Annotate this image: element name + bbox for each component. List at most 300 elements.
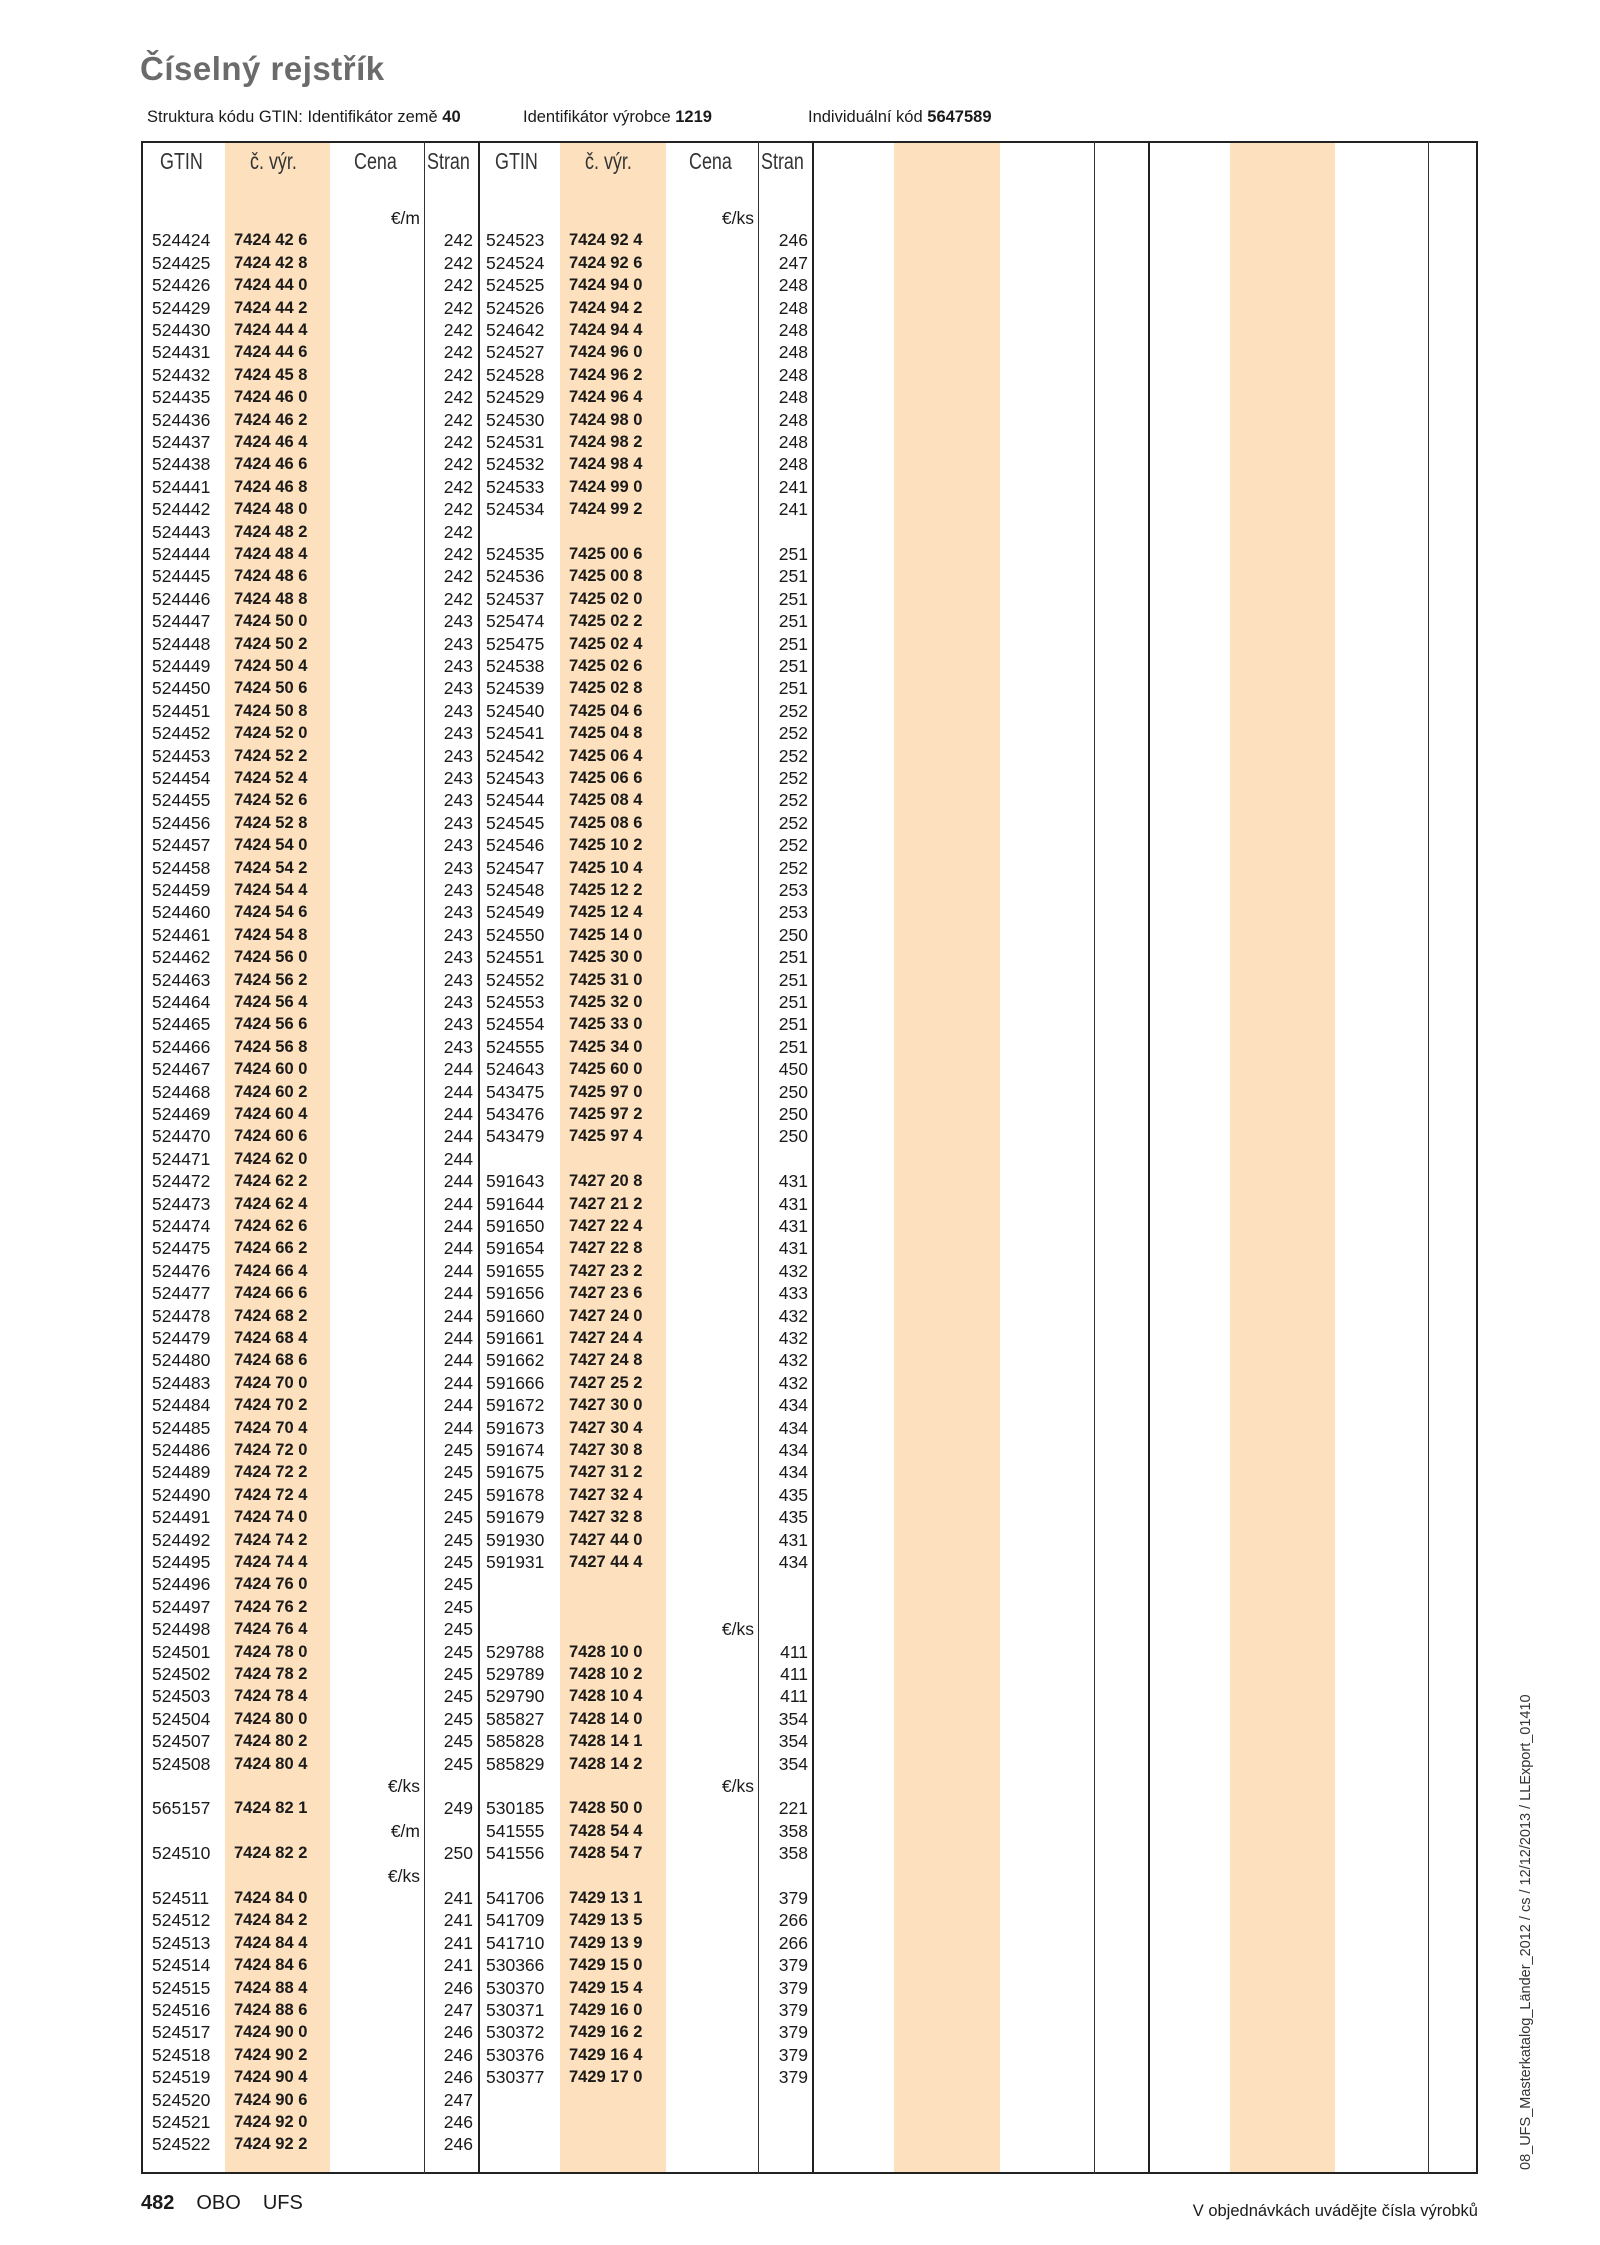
catalog-page: 248 bbox=[778, 297, 808, 318]
product-number: 7427 22 4 bbox=[569, 1217, 643, 1235]
gtin-code: 591654 bbox=[486, 1238, 545, 1259]
catalog-page: 248 bbox=[778, 364, 808, 385]
product-number: 7424 56 4 bbox=[234, 993, 308, 1011]
gtin-code: 530370 bbox=[486, 1977, 545, 1998]
product-number: 7424 42 6 bbox=[234, 231, 308, 250]
catalog-page: 354 bbox=[778, 1731, 808, 1752]
catalog-page: 244 bbox=[443, 1059, 473, 1080]
gtin-code: 524553 bbox=[486, 992, 545, 1012]
product-number: 7424 80 0 bbox=[234, 1709, 308, 1728]
product-number: 7424 52 2 bbox=[234, 746, 308, 765]
catalog-page: 251 bbox=[778, 544, 808, 564]
column-rule bbox=[424, 141, 425, 2174]
catalog-page: 252 bbox=[778, 835, 808, 856]
gtin-code: 524546 bbox=[486, 835, 545, 856]
product-number: 7424 60 2 bbox=[234, 1082, 308, 1101]
product-number: 7428 10 2 bbox=[569, 1665, 643, 1683]
catalog-page: 241 bbox=[443, 1910, 473, 1931]
gtin-code: 524442 bbox=[152, 499, 211, 520]
gtin-code: 524486 bbox=[152, 1440, 211, 1460]
catalog-page: 250 bbox=[778, 1126, 808, 1147]
product-number: 7424 52 0 bbox=[234, 724, 308, 743]
product-number: 7427 30 0 bbox=[569, 1396, 643, 1415]
catalog-page: 435 bbox=[778, 1484, 808, 1505]
catalog-page: 252 bbox=[778, 745, 808, 766]
product-number: 7424 48 8 bbox=[234, 589, 308, 608]
product-number: 7424 78 4 bbox=[234, 1687, 308, 1706]
product-number: 7424 44 6 bbox=[234, 343, 308, 362]
catalog-page: 251 bbox=[778, 969, 808, 990]
product-number: 7424 74 2 bbox=[234, 1530, 308, 1549]
product-number: 7424 84 6 bbox=[234, 1956, 308, 1975]
product-number: 7429 16 0 bbox=[569, 2001, 643, 2019]
product-number: 7427 44 0 bbox=[569, 1530, 643, 1549]
catalog-page: 251 bbox=[778, 678, 808, 699]
header-page: Stran bbox=[761, 148, 804, 174]
product-number: 7424 50 4 bbox=[234, 657, 308, 675]
product-number: 7425 00 8 bbox=[569, 567, 643, 586]
gtin-code: 524529 bbox=[486, 387, 545, 408]
gtin-code: 524453 bbox=[152, 745, 211, 766]
product-number: 7424 48 4 bbox=[234, 545, 308, 563]
catalog-page: 252 bbox=[778, 790, 808, 811]
product-number: 7427 24 8 bbox=[569, 1351, 643, 1370]
gtin-code: 524520 bbox=[152, 2089, 211, 2110]
gtin-code: 524465 bbox=[152, 1014, 211, 1035]
gtin-code: 541556 bbox=[486, 1843, 545, 1864]
gtin-code: 524495 bbox=[152, 1552, 211, 1572]
product-number: 7425 06 4 bbox=[569, 746, 643, 765]
gtin-code: 524452 bbox=[152, 723, 211, 744]
gtin-code: 524430 bbox=[152, 320, 211, 340]
product-number: 7424 68 2 bbox=[234, 1306, 308, 1325]
product-number: 7424 90 4 bbox=[234, 2068, 308, 2087]
gtin-structure-individual bbox=[808, 108, 992, 127]
product-number: 7424 60 6 bbox=[234, 1127, 308, 1146]
gtin-code: 524513 bbox=[152, 1932, 211, 1953]
gtin-structure-manufacturer bbox=[523, 108, 712, 127]
product-number: 7424 94 4 bbox=[569, 321, 643, 339]
gtin-code: 524517 bbox=[152, 2022, 211, 2043]
gtin-code: 524555 bbox=[486, 1036, 545, 1057]
gtin-code: 524426 bbox=[152, 275, 211, 296]
price-unit: €/ks bbox=[721, 208, 754, 228]
product-number: 7427 32 8 bbox=[569, 1508, 643, 1527]
gtin-code: 524516 bbox=[152, 2000, 211, 2020]
product-number: 7424 90 2 bbox=[234, 2045, 308, 2064]
gtin-code: 524502 bbox=[152, 1664, 211, 1684]
gtin-code: 524424 bbox=[152, 230, 211, 251]
gtin-code: 524437 bbox=[152, 432, 211, 452]
gtin-code: 524642 bbox=[486, 320, 545, 340]
product-number: 7425 12 4 bbox=[569, 903, 643, 922]
gtin-code: 524526 bbox=[486, 297, 545, 318]
price-unit: €/m bbox=[390, 1820, 420, 1841]
gtin-code: 524432 bbox=[152, 364, 211, 385]
product-number: 7427 31 2 bbox=[569, 1463, 643, 1482]
catalog-page: 433 bbox=[778, 1283, 808, 1304]
product-number: 7424 80 2 bbox=[234, 1732, 308, 1751]
gtin-code: 524511 bbox=[152, 1888, 210, 1908]
catalog-page: 243 bbox=[443, 611, 473, 632]
catalog-page: 245 bbox=[443, 1708, 473, 1729]
catalog-page: 245 bbox=[443, 1552, 473, 1572]
catalog-page: 243 bbox=[443, 902, 473, 923]
catalog-page: 248 bbox=[778, 432, 808, 452]
product-number: 7428 10 4 bbox=[569, 1687, 643, 1706]
gtin-code: 524552 bbox=[486, 969, 545, 990]
gtin-code: 524530 bbox=[486, 409, 545, 430]
gtin-code: 591650 bbox=[486, 1216, 545, 1236]
product-number: 7424 90 6 bbox=[234, 2090, 308, 2109]
gtin-code: 530372 bbox=[486, 2022, 545, 2043]
product-number: 7427 44 4 bbox=[569, 1553, 643, 1571]
gtin-code: 591660 bbox=[486, 1305, 545, 1326]
catalog-page: 242 bbox=[443, 521, 473, 542]
product-number: 7425 02 0 bbox=[569, 589, 643, 608]
gtin-code: 524476 bbox=[152, 1260, 211, 1281]
product-number: 7424 98 2 bbox=[569, 433, 643, 451]
gtin-code: 524643 bbox=[486, 1059, 545, 1080]
catalog-page: 245 bbox=[443, 1462, 473, 1483]
catalog-page: 241 bbox=[778, 476, 808, 497]
gtin-code: 543479 bbox=[486, 1126, 545, 1147]
product-number: 7424 48 6 bbox=[234, 567, 308, 586]
catalog-page: 450 bbox=[778, 1059, 808, 1080]
catalog-page: 243 bbox=[443, 633, 473, 654]
gtin-code: 524531 bbox=[486, 432, 545, 452]
product-number: 7424 99 2 bbox=[569, 500, 643, 519]
product-number: 7424 78 0 bbox=[234, 1642, 308, 1661]
gtin-code: 524485 bbox=[152, 1417, 211, 1438]
catalog-page: 242 bbox=[443, 409, 473, 430]
gtin-code: 524447 bbox=[152, 611, 211, 632]
gtin-code: 524525 bbox=[486, 275, 545, 296]
gtin-code: 524472 bbox=[152, 1171, 211, 1192]
catalog-page: 242 bbox=[443, 544, 473, 564]
catalog-page: 242 bbox=[443, 566, 473, 587]
catalog-page: 243 bbox=[443, 992, 473, 1012]
price-unit: €/ks bbox=[387, 1776, 420, 1796]
structure-prefix: Struktura kódu GTIN: Identifikátor země bbox=[147, 108, 438, 126]
gtin-code: 524540 bbox=[486, 700, 545, 721]
catalog-page: 241 bbox=[778, 499, 808, 520]
catalog-page: 241 bbox=[443, 1932, 473, 1953]
catalog-page: 242 bbox=[443, 476, 473, 497]
gtin-code: 524539 bbox=[486, 678, 545, 699]
gtin-code: 524466 bbox=[152, 1036, 211, 1057]
product-number: 7424 56 6 bbox=[234, 1015, 308, 1034]
gtin-code: 585828 bbox=[486, 1731, 545, 1752]
product-number: 7424 96 0 bbox=[569, 343, 643, 362]
gtin-structure-country bbox=[147, 108, 461, 127]
gtin-code: 524543 bbox=[486, 768, 545, 788]
product-number: 7424 74 4 bbox=[234, 1553, 308, 1571]
product-number: 7424 78 2 bbox=[234, 1665, 308, 1683]
catalog-page: 243 bbox=[443, 723, 473, 744]
gtin-code: 524497 bbox=[152, 1596, 211, 1617]
catalog-page: 245 bbox=[443, 1753, 473, 1774]
index-table-frame bbox=[141, 141, 1478, 2174]
product-number: 7424 68 6 bbox=[234, 1351, 308, 1370]
product-number: 7424 46 8 bbox=[234, 477, 308, 496]
catalog-page: 248 bbox=[778, 342, 808, 363]
header-price: Cena bbox=[354, 148, 397, 174]
product-number: 7424 48 2 bbox=[234, 522, 308, 541]
catalog-page: 251 bbox=[778, 566, 808, 587]
catalog-page: 245 bbox=[443, 1440, 473, 1460]
catalog-page: 249 bbox=[443, 1798, 473, 1819]
product-number: 7425 14 0 bbox=[569, 925, 643, 944]
catalog-page: 244 bbox=[443, 1283, 473, 1304]
gtin-code: 524544 bbox=[486, 790, 545, 811]
product-number: 7427 24 0 bbox=[569, 1306, 643, 1325]
product-number: 7427 24 4 bbox=[569, 1329, 643, 1347]
gtin-code: 591643 bbox=[486, 1171, 545, 1192]
gtin-code: 524446 bbox=[152, 588, 211, 609]
product-number: 7425 32 0 bbox=[569, 993, 643, 1011]
gtin-code: 524503 bbox=[152, 1686, 211, 1707]
gtin-code: 524514 bbox=[152, 1955, 211, 1976]
gtin-code: 524471 bbox=[152, 1148, 211, 1169]
gtin-code: 565157 bbox=[152, 1798, 211, 1819]
product-number: 7425 31 0 bbox=[569, 970, 643, 989]
gtin-code: 541709 bbox=[486, 1910, 545, 1931]
gtin-code: 525474 bbox=[486, 611, 545, 632]
product-number: 7424 99 0 bbox=[569, 477, 643, 496]
catalog-page: 250 bbox=[778, 924, 808, 945]
gtin-code: 591931 bbox=[486, 1552, 545, 1572]
product-number: 7424 68 4 bbox=[234, 1329, 308, 1347]
product-number: 7429 17 0 bbox=[569, 2068, 643, 2087]
product-number: 7424 88 4 bbox=[234, 1978, 308, 1997]
product-number: 7424 80 4 bbox=[234, 1754, 308, 1773]
gtin-code: 529790 bbox=[486, 1686, 545, 1707]
gtin-code: 524547 bbox=[486, 857, 545, 878]
catalog-page: 251 bbox=[778, 633, 808, 654]
catalog-page: 243 bbox=[443, 678, 473, 699]
product-number: 7427 20 8 bbox=[569, 1172, 643, 1191]
product-number: 7425 02 8 bbox=[569, 679, 643, 698]
product-number: 7424 76 0 bbox=[234, 1575, 308, 1594]
product-number: 7424 72 4 bbox=[234, 1485, 308, 1504]
gtin-code: 524518 bbox=[152, 2044, 211, 2065]
product-number: 7424 54 8 bbox=[234, 925, 308, 944]
catalog-page: 243 bbox=[443, 857, 473, 878]
catalog-page: 379 bbox=[778, 2000, 808, 2020]
gtin-code: 524455 bbox=[152, 790, 211, 811]
product-number: 7424 46 4 bbox=[234, 433, 308, 451]
footer-section: UFS bbox=[262, 2192, 303, 2214]
gtin-code: 524515 bbox=[152, 1977, 211, 1998]
product-number: 7424 62 0 bbox=[234, 1149, 308, 1168]
gtin-code: 524489 bbox=[152, 1462, 211, 1483]
catalog-page: 252 bbox=[778, 857, 808, 878]
gtin-code: 524445 bbox=[152, 566, 211, 587]
gtin-code: 524527 bbox=[486, 342, 545, 363]
catalog-page: 411 bbox=[780, 1664, 808, 1684]
gtin-code: 524463 bbox=[152, 969, 211, 990]
product-number: 7424 76 2 bbox=[234, 1597, 308, 1616]
gtin-code: 524519 bbox=[152, 2067, 211, 2088]
catalog-page: 244 bbox=[443, 1305, 473, 1326]
catalog-page: 251 bbox=[778, 1014, 808, 1035]
gtin-code: 541706 bbox=[486, 1888, 545, 1908]
footer-left bbox=[141, 2192, 325, 2215]
catalog-page: 245 bbox=[443, 1686, 473, 1707]
catalog-page: 245 bbox=[443, 1619, 473, 1640]
product-number: 7424 46 6 bbox=[234, 455, 308, 474]
product-number: 7428 54 7 bbox=[569, 1844, 643, 1863]
gtin-code: 524490 bbox=[152, 1484, 211, 1505]
catalog-page: 431 bbox=[778, 1529, 808, 1550]
product-number: 7424 62 6 bbox=[234, 1217, 308, 1235]
product-number: 7424 66 6 bbox=[234, 1284, 308, 1303]
catalog-page: 244 bbox=[443, 1417, 473, 1438]
catalog-page: 246 bbox=[443, 1977, 473, 1998]
gtin-code: 525475 bbox=[486, 633, 545, 654]
product-number: 7425 06 6 bbox=[569, 769, 643, 787]
catalog-page: 250 bbox=[443, 1843, 473, 1864]
gtin-code: 524548 bbox=[486, 880, 545, 900]
product-number: 7425 60 0 bbox=[569, 1060, 643, 1079]
catalog-page: 244 bbox=[443, 1126, 473, 1147]
gtin-code: 524541 bbox=[486, 723, 545, 744]
product-number: 7425 04 8 bbox=[569, 724, 643, 743]
product-number: 7429 15 4 bbox=[569, 1978, 643, 1997]
catalog-page: 435 bbox=[778, 1507, 808, 1528]
gtin-code: 524458 bbox=[152, 857, 211, 878]
gtin-code: 524496 bbox=[152, 1574, 211, 1595]
product-number: 7425 12 2 bbox=[569, 881, 643, 899]
product-number: 7424 92 0 bbox=[234, 2113, 308, 2131]
catalog-page: 243 bbox=[443, 656, 473, 676]
catalog-page: 432 bbox=[778, 1328, 808, 1348]
gtin-code: 524473 bbox=[152, 1193, 211, 1214]
gtin-code: 524507 bbox=[152, 1731, 211, 1752]
product-number: 7424 56 0 bbox=[234, 948, 308, 967]
product-number: 7424 45 8 bbox=[234, 365, 308, 384]
product-number: 7424 96 2 bbox=[569, 365, 643, 384]
catalog-page: 241 bbox=[443, 1888, 473, 1908]
gtin-code: 524477 bbox=[152, 1283, 211, 1304]
product-number: 7428 14 2 bbox=[569, 1754, 643, 1773]
block-divider bbox=[1148, 141, 1150, 2174]
catalog-page: 411 bbox=[780, 1641, 808, 1662]
gtin-code: 591666 bbox=[486, 1372, 545, 1393]
product-number: 7428 14 1 bbox=[569, 1732, 643, 1751]
catalog-page: 243 bbox=[443, 924, 473, 945]
header-code: č. výr. bbox=[585, 148, 632, 174]
product-number: 7424 54 4 bbox=[234, 881, 308, 899]
gtin-code: 524492 bbox=[152, 1529, 211, 1550]
product-number: 7428 50 0 bbox=[569, 1799, 643, 1818]
gtin-code: 591675 bbox=[486, 1462, 545, 1483]
product-number: 7428 10 0 bbox=[569, 1642, 643, 1661]
catalog-page: 247 bbox=[443, 2000, 473, 2020]
catalog-page: 244 bbox=[443, 1171, 473, 1192]
product-number: 7425 02 6 bbox=[569, 657, 643, 675]
product-number: 7424 98 4 bbox=[569, 455, 643, 474]
column-rule bbox=[1428, 141, 1429, 2174]
gtin-code: 524533 bbox=[486, 476, 545, 497]
catalog-page: 244 bbox=[443, 1193, 473, 1214]
product-number: 7424 56 2 bbox=[234, 970, 308, 989]
catalog-page: 432 bbox=[778, 1372, 808, 1393]
catalog-page: 434 bbox=[778, 1462, 808, 1483]
gtin-code: 524441 bbox=[152, 476, 211, 497]
catalog-page: 251 bbox=[778, 588, 808, 609]
gtin-code: 541710 bbox=[486, 1932, 545, 1953]
catalog-page: 242 bbox=[443, 499, 473, 520]
catalog-page: 245 bbox=[443, 1731, 473, 1752]
catalog-page: 242 bbox=[443, 252, 473, 273]
product-number: 7425 04 6 bbox=[569, 701, 643, 720]
gtin-code: 524522 bbox=[152, 2134, 211, 2155]
catalog-page: 244 bbox=[443, 1238, 473, 1259]
product-number: 7424 62 2 bbox=[234, 1172, 308, 1191]
product-number: 7424 70 0 bbox=[234, 1373, 308, 1392]
catalog-page: 246 bbox=[443, 2112, 473, 2132]
product-number: 7424 82 2 bbox=[234, 1844, 308, 1863]
gtin-code: 524450 bbox=[152, 678, 211, 699]
gtin-code: 591661 bbox=[486, 1328, 545, 1348]
product-number: 7429 15 0 bbox=[569, 1956, 643, 1975]
product-number: 7424 84 2 bbox=[234, 1911, 308, 1930]
gtin-code: 524435 bbox=[152, 387, 211, 408]
gtin-code: 543475 bbox=[486, 1081, 545, 1102]
product-number: 7424 56 8 bbox=[234, 1037, 308, 1056]
product-number: 7424 44 2 bbox=[234, 298, 308, 317]
catalog-page: 434 bbox=[778, 1552, 808, 1572]
gtin-code: 591644 bbox=[486, 1193, 545, 1214]
catalog-page: 245 bbox=[443, 1529, 473, 1550]
gtin-code: 591678 bbox=[486, 1484, 545, 1505]
catalog-page: 245 bbox=[443, 1664, 473, 1684]
product-number: 7424 60 0 bbox=[234, 1060, 308, 1079]
catalog-page: 244 bbox=[443, 1260, 473, 1281]
product-number: 7424 52 4 bbox=[234, 769, 308, 787]
catalog-page: 379 bbox=[778, 1977, 808, 1998]
manufacturer-code: 1219 bbox=[675, 108, 712, 126]
catalog-page: 242 bbox=[443, 342, 473, 363]
catalog-page: 252 bbox=[778, 723, 808, 744]
gtin-code: 530185 bbox=[486, 1798, 545, 1819]
gtin-code: 524478 bbox=[152, 1305, 211, 1326]
product-number: 7427 32 4 bbox=[569, 1485, 643, 1504]
catalog-page: 221 bbox=[778, 1798, 808, 1819]
price-unit: €/ks bbox=[721, 1776, 754, 1796]
product-number: 7424 72 2 bbox=[234, 1463, 308, 1482]
catalog-page: 434 bbox=[778, 1417, 808, 1438]
header-code: č. výr. bbox=[250, 148, 297, 174]
gtin-code: 524443 bbox=[152, 521, 211, 542]
catalog-page: 434 bbox=[778, 1440, 808, 1460]
gtin-code: 524538 bbox=[486, 656, 545, 676]
product-number: 7424 52 8 bbox=[234, 813, 308, 832]
catalog-page: 243 bbox=[443, 745, 473, 766]
price-unit: €/m bbox=[390, 208, 420, 228]
product-number: 7424 44 0 bbox=[234, 276, 308, 295]
catalog-page: 241 bbox=[443, 1955, 473, 1976]
gtin-code: 591656 bbox=[486, 1283, 545, 1304]
product-number: 7425 10 4 bbox=[569, 858, 643, 877]
catalog-page: 251 bbox=[778, 1036, 808, 1057]
catalog-page: 242 bbox=[443, 588, 473, 609]
product-number: 7424 70 4 bbox=[234, 1418, 308, 1437]
product-number: 7429 16 4 bbox=[569, 2045, 643, 2064]
catalog-page: 248 bbox=[778, 387, 808, 408]
